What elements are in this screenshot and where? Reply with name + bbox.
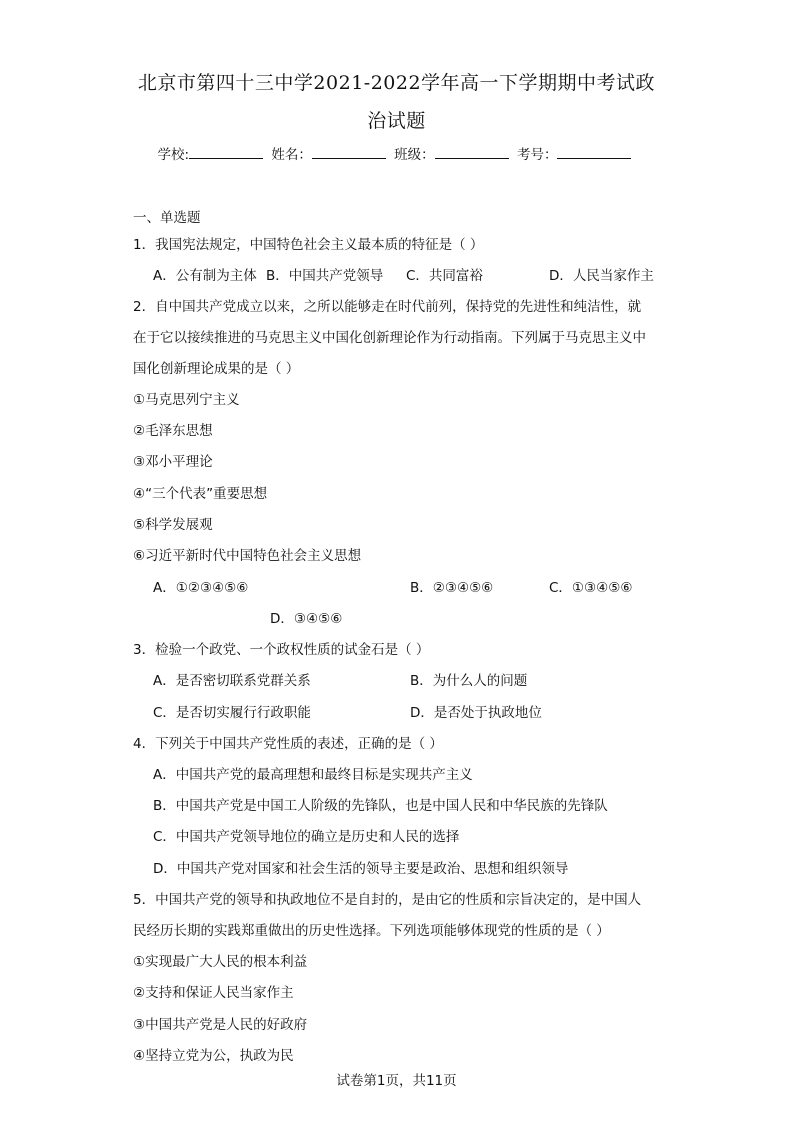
question-2-item-6: ⑥习近平新时代中国特色社会主义思想 [133,548,362,564]
number-blank[interactable] [557,144,631,159]
question-3-option-b: B．为什么人的问题 [410,673,528,689]
page-title: 北京市第四十三中学2021-2022学年高一下学期期中考试政 [137,72,656,94]
question-4-option-c: C．中国共产党领导地位的确立是历史和人民的选择 [153,829,460,845]
number-label: 考号： [516,147,558,163]
question-2-option-b: B．②③④⑤⑥ [410,580,494,596]
question-5-item-1: ①实现最广大人民的根本利益 [133,954,308,970]
question-2-stem-line3: 国化创新理论成果的是（ ） [133,361,300,377]
name-label: 姓名： [271,147,312,163]
question-3-option-c: C．是否切实履行行政职能 [153,705,311,721]
page-footer: 试卷第1页，共11页 [336,1073,457,1089]
question-3-stem: 3．检验一个政党、一个政权性质的试金石是（ ） [133,642,430,658]
question-5-item-4: ④坚持立党为公，执政为民 [133,1048,294,1064]
question-2-item-2: ②毛泽东思想 [133,423,213,439]
question-1-option-d: D．人民当家作主 [549,268,654,284]
school-blank[interactable] [189,144,263,159]
question-1-option-a: A．公有制为主体 [153,268,257,284]
question-1-option-b: B．中国共产党领导 [266,268,384,284]
question-2-stem-line1: 2．自中国共产党成立以来，之所以能够走在时代前列，保持党的先进性和纯洁性，就 [133,299,642,315]
question-3-option-a: A．是否密切联系党群关系 [153,673,311,689]
question-2-item-5: ⑤科学发展观 [133,517,213,533]
student-info-line [0,143,793,163]
school-label: 学校: [157,147,190,163]
question-5-item-3: ③中国共产党是人民的好政府 [133,1017,308,1033]
question-4-option-b: B．中国共产党是中国工人阶级的先锋队，也是中国人民和中华民族的先锋队 [153,798,608,814]
question-2-item-1: ①马克思列宁主义 [133,392,240,408]
page-title-continued: 治试题 [367,110,426,132]
question-3-option-d: D．是否处于执政地位 [410,705,542,721]
question-4-option-d: D．中国共产党对国家和社会生活的领导主要是政治、思想和组织领导 [153,861,569,877]
question-4-option-a: A．中国共产党的最高理想和最终目标是实现共产主义 [153,767,473,783]
question-2-item-3: ③邓小平理论 [133,454,213,470]
section-heading: 一、单选题 [133,210,201,226]
question-2-option-a: A．①②③④⑤⑥ [153,580,249,596]
question-2-option-c: C．①③④⑤⑥ [549,580,633,596]
question-1-option-c: C．共同富裕 [406,268,483,284]
question-2-item-4: ④“三个代表”重要思想 [133,486,268,502]
question-2-option-d: D．③④⑤⑥ [270,611,343,627]
question-1-stem: 1．我国宪法规定，中国特色社会主义最本质的特征是（ ） [133,237,484,253]
question-4-stem: 4．下列关于中国共产党性质的表述，正确的是（ ） [133,736,443,752]
question-5-item-2: ②支持和保证人民当家作主 [133,985,294,1001]
question-5-stem-line1: 5．中国共产党的领导和执政地位不是自封的，是由它的性质和宗旨决定的，是中国人 [133,892,642,908]
question-2-stem-line2: 在于它以接续推进的马克思主义中国化创新理论作为行动指南。下列属于马克思主义中 [133,330,646,346]
question-5-stem-line2: 民经历长期的实践郑重做出的历史性选择。下列选项能够体现党的性质的是（ ） [133,923,610,939]
class-blank[interactable] [435,144,509,159]
class-label: 班级： [394,147,435,163]
name-blank[interactable] [312,144,386,159]
